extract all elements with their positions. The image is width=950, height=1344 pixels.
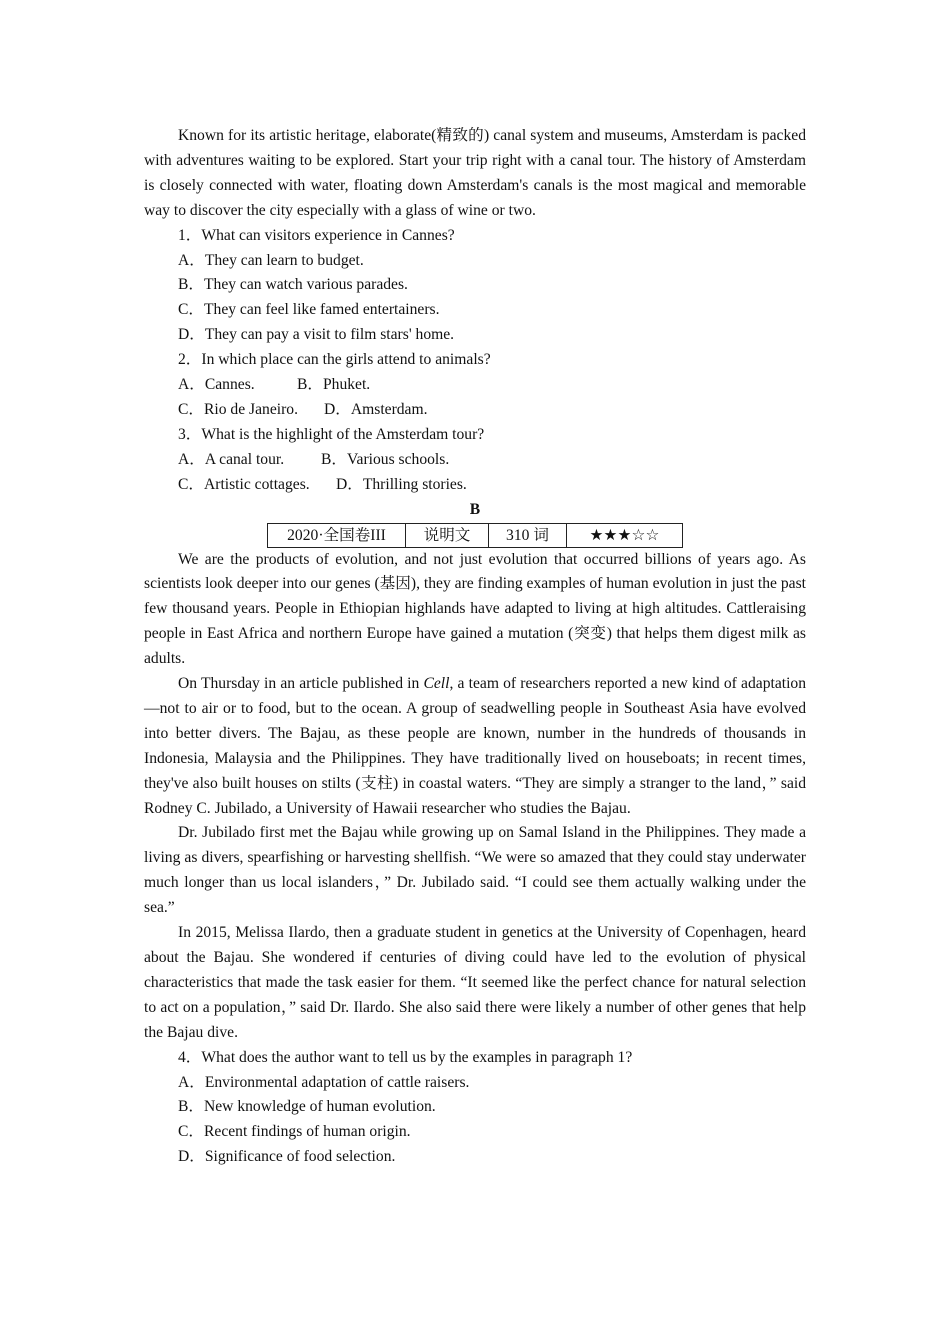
question-3-option-c: C．Artistic cottages.: [178, 475, 310, 493]
question-4-option-a: A．Environmental adaptation of cattle raisers.: [178, 1073, 470, 1091]
question-3-option-d: D．Thrilling stories.: [336, 475, 467, 493]
question-2-option-b: B．Phuket.: [297, 376, 371, 394]
question-4-option-b: B．New knowledge of human evolution.: [178, 1098, 436, 1116]
question-1-option-a: A．They can learn to budget.: [178, 251, 364, 269]
info-difficulty-stars: ★★★☆☆: [567, 523, 683, 547]
question-2-option-a: A．Cannes.: [178, 376, 255, 394]
question-3-options-cd: [144, 473, 806, 498]
question-2-options-cd: [144, 398, 806, 423]
question-4-option-d: D．Significance of food selection.: [178, 1148, 396, 1166]
question-4-stem: 4．What does the author want to tell us by the examples in paragraph 1?: [178, 1048, 633, 1066]
paragraph-2-body: , a team of researchers reported a new kind of adaptation—not to air or to food, but to the ocean. A group of seadwelling people in Southeast Asia have evolved into better divers. The Bajau, as these people are known, number in the hundreds of thousands in Indonesia, Malaysia and the Philippines. They have traditionally lived on houseboats; in recent times, they've also built houses on stilts (支柱) in coastal waters. “They are simply a stranger to the land，” said Rodney C. Jubilado, a University of Hawaii researcher who studies the Bajau.: [144, 675, 806, 817]
passage-b-paragraph-2: [144, 672, 806, 821]
question-2-options-ab: [144, 373, 806, 398]
question-3-option-b: B．Various schools.: [321, 450, 450, 468]
passage-a-final-paragraph: Known for its artistic heritage, elaborate(精致的) canal system and museums, Amsterdam is packed with adventures waiting to be explored. Start your trip right with a canal tour. The history of Amsterdam is closely connected with water, floating down Amsterdam's canals is the most magical and memorable way to discover the city especially with a glass of wine or two.: [144, 127, 806, 219]
question-3-option-a: A．A canal tour.: [178, 450, 285, 468]
question-1-option-b: B．They can watch various parades.: [178, 276, 408, 294]
question-2-option-d: D．Amsterdam.: [324, 400, 428, 418]
question-3-options-ab: [144, 448, 806, 473]
question-2-option-c: C．Rio de Janeiro.: [178, 400, 298, 418]
passage-b-paragraph-1: We are the products of evolution, and not just evolution that occurred billions of years ago. As scientists look deeper into our genes (基因), they are finding examples of human evolution in just the past few thousand years. People in Ethiopian highlands have adapted to living at high altitudes. Cattleraising people in East Africa and northern Europe have gained a mutation (突变) that helps them digest milk as adults.: [144, 550, 806, 668]
passage-b-paragraph-3: Dr. Jubilado first met the Bajau while growing up on Samal Island in the Philippines. They made a living as divers, spearfishing or harvesting shellfish. “We were so amazed that they could stay underwater much longer than us local islanders，” Dr. Jubilado said. “I could see them actually walking under the sea.”: [144, 824, 806, 917]
info-genre: 说明文: [406, 523, 489, 547]
info-source: 2020·全国卷III: [268, 523, 406, 547]
question-1-option-d: D．They can pay a visit to film stars' home.: [178, 326, 455, 344]
journal-name: Cell: [423, 675, 450, 693]
info-word-count: 310 词: [489, 523, 567, 547]
section-b-info-table: [267, 523, 683, 548]
question-2-stem: 2．In which place can the girls attend to animals?: [178, 351, 491, 369]
question-4-option-c: C．Recent findings of human origin.: [178, 1123, 411, 1141]
question-1-stem: 1．What can visitors experience in Cannes?: [178, 226, 455, 244]
passage-b-paragraph-4: In 2015, Melissa Ilardo, then a graduate student in genetics at the University of Copenhagen, heard about the Bajau. She wondered if centuries of diving could have led to the evolution of physical characteristics that made the task easier for them. “It seemed like the perfect chance for natural selection to act on a population，” said Dr. Ilardo. She also said there were likely a number of other genes that help the Bajau dive.: [144, 924, 806, 1041]
paragraph-2-intro: On Thursday in an article published in: [178, 675, 424, 693]
question-3-stem: 3．What is the highlight of the Amsterdam tour?: [178, 425, 485, 443]
section-b-title: B: [469, 500, 481, 518]
document-page: [144, 124, 806, 1170]
question-1-option-c: C．They can feel like famed entertainers.: [178, 301, 440, 319]
